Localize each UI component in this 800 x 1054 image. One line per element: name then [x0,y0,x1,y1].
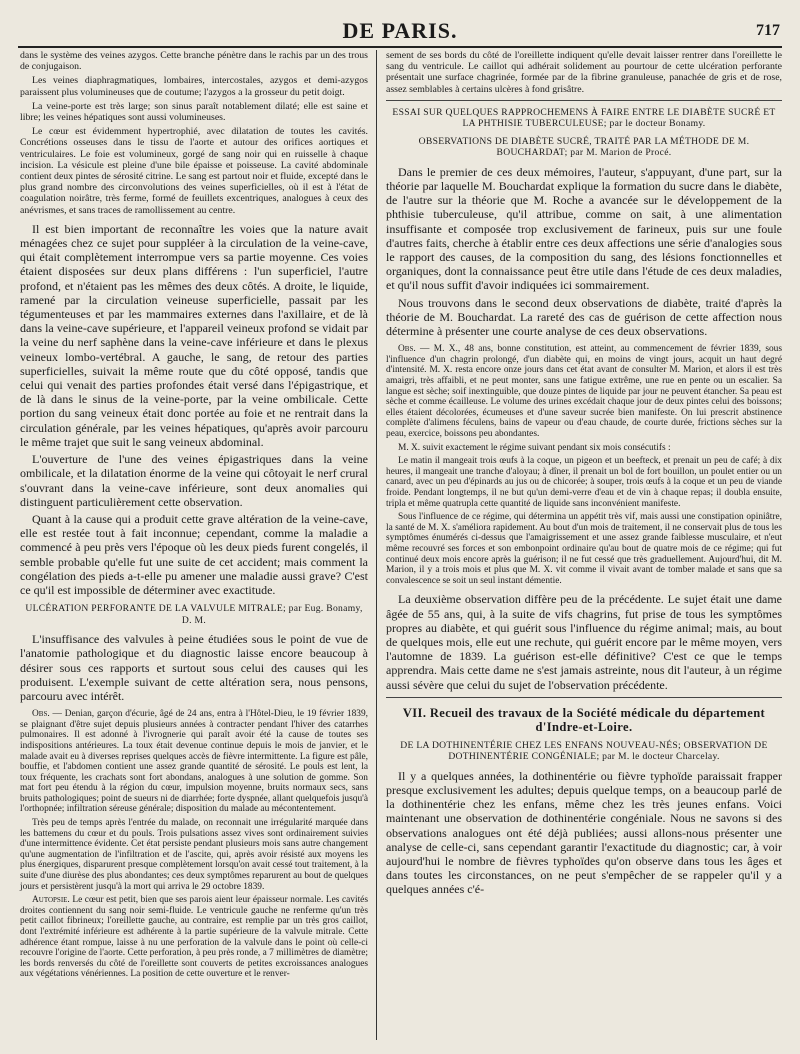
right-column [386,50,782,900]
left-column [20,50,368,983]
paragraph: La veine-porte est très large; son sinus paraît notablement dilaté; elle est saine et libre; les veines hépatiques sont aussi volumineuses. [20,100,368,124]
article-title-text: ESSAI SUR QUELQUES RAPPROCHEMENS À FAIRE ENTRE LE DIABÈTE SUCRÉ ET LA PHTHISIE TUBERCULEUSE; [392,106,776,130]
paragraph: dans le système des veines azygos. Cette branche pénètre dans le rachis par un des trous de conjugaison. [20,50,368,73]
article-title [386,740,782,763]
header-rule [18,46,782,48]
paragraph [20,895,368,980]
paragraph: Nous trouvons dans le second deux observations de diabète, traité d'après la théorie de M. Bouchardat. La rareté des cas de guérison de cette affection nous détermine à présenter une courte analyse de ces deux observations. [386,295,782,339]
paragraph: Très peu de temps après l'entrée du malade, on reconnait une irrégularité marquée dans les battemens du cœur et du pouls. Trois pulsations assez vives sont ordinairement suivies d'une intermittence évidente. Cet état persiste pendant plusieurs mois sans autre changement qu'une augmentation de l'infiltration et de l'ascite, qui, après avoir résisté aux moyens les plus énergiques, disparurent presque complètement lorsqu'on avait cessé tout traitement, à la suite d'une diurèse des plus abondantes; ces deux symptômes reparurent au bout de quelques jours et persistèrent jusqu'à la mort qui arriva le 29 octobre 1839. [20,818,368,892]
obs-label: Obs. [32,709,50,720]
paragraph: Sous l'influence de ce régime, qui détermina un appétit très vif, mais aussi une constipation opiniâtre, la santé de M. X. s'améliora rapidement. Au bout d'un mois de traitement, il ne conservait plus de tous les symptômes énumérés ci-dessus que l'amaigrissement et une assez grande faiblesse musculaire, et n'eut même recouvré ses forces et son embonpoint ordinaire qu'au bout de quatre mois de ce régime; qui fut continué deux mois encore après la guérison; il ne fut cessé que très graduellement. Aujourd'hui, dit M. Marion, il y a trois mois et plus que M. X. vit comme il vivait avant de tomber malade et sans que sa convalescence se soit un seul instant démentie. [386,512,782,586]
obs-text: — M. X., 48 ans, bonne constitution, est atteint, au commencement de février 1839, sous l'influence d'un chagrin prolongé, d'un diabète qui, en moins de vingt jours, acquit un haut degré d'intensité. M. X. resta encore onze jours dans cet état avant de consulter M. Marion, et alors il est très amaigri, très affaibli, et ne peut monter, sans une fatigue extrême, une rue en pente ou un escalier. Sa langue est sèche; soif inextinguible, que douze pintes de liquide par jour ne peuvent étancher. Sa peau est sèche et comme écailleuse. Le volume des urines excédait chaque jour de deux pintes celui des boissons; elles étaient décolorées, écumeuses et d'une saveur sucrée bien manifeste. On lui prescrit abstinence complète d'alimens féculens, bains de vapeur ou d'eau chaude, de courte durée, frictions sèches sur la peau, exercice, boissons peu abondantes. [386,344,783,439]
article-author: par Eug. Bonamy, D. M. [181,603,363,626]
paragraph: Le matin il mangeait trois œufs à la coque, un pigeon et un beefteck, et prenait un peu de café; à dix heures, il mangeait une tranche d'aloyau; à dîner, il prenait un bol de fort bouillon, un poulet entier ou un canard, avec un peu d'épinards au jus ou de chicorée; à souper, trois œufs à la coque et un peu de viande froide. Pendant longtemps, il ne but qu'un demi-verre d'eau et de vin à chaque repas; il doubla ensuite, tripla et même quatrupla cette quantité de liquide sans inconvénient manifeste. [386,456,782,509]
column-divider [376,50,377,1040]
article-title-text: DE LA DOTHINENTÉRIE CHEZ LES ENFANS NOUVEAU-NÉS; OBSERVATION DE DOTHINENTÉRIE CONGÉNIALE; [400,739,768,763]
paragraph: L'insuffisance des valvules à peine étudiées sous le point de vue de l'anatomie pathologique et du diagnostic laisse encore beaucoup à désirer sous ces rapports et surtout sous celui des causes qui les produisent. L'exemple suivant de cette altération sera, nous pensons, parcouru avec intérêt. [20,632,368,703]
obs-text: — Denian, garçon d'écurie, âgé de 24 ans, entra à l'Hôtel-Dieu, le 19 février 1839, se plaignant d'être sujet depuis plusieurs années à contracter pendant l'hiver des catarrhes pulmonaires. Il est adonné à l'ivrognerie qui paraît avoir été la cause de toutes ses indispositions antérieures. La toux était devenue continue depuis le mois de janvier, et le malade avait eu à diverses reprises quelques accès de fièvre intermittente. La figure est pâle, bouffie, et l'abdomen contient une assez grande quantité de sérosité. Le pouls est lent, la toux fréquente, les crachats sont fort abondans, analogues à une solution de gomme. Son mat fort peu étendu à la région du cœur, impulsion moyenne, bruits normaux secs, sans bruits pathologiques; point de sueurs ni de diarrhée; forte dyspnée, allant quelquefois jusqu'à l'orthopnée; infiltration séreuse générale; disposition du malade au mécontentement. [20,709,368,815]
paragraph [20,709,368,815]
autopsie-text: Le cœur est petit, bien que ses parois aient leur épaisseur normale. Les cavités droites contiennent du sang noir semi-fluide. Le ventricule gauche ne renferme qu'un très petit caillot fibrineux; l'oreillette gauche, au contraire, est remplie par un très gros caillot, dont l'extrémité inférieure est adhérente à la partie supérieure de la valvule mitrale. Cette adhérence étant rompue, laisse à nu une perforation de la valvule dans le point où celle-ci recouvre l'origine de l'aorte. Cette perforation, à peu près ronde, a 7 millimètres de diamètre; les bords renversés du côté de l'oreillette sont couverts de petites excroissances analogues aux végétations vénériennes. La position de cette ouverture et le renver- [20,895,368,980]
article-author: par le docteur Bonamy. [609,118,706,130]
running-title: DE PARIS. [342,18,458,43]
article-author: par M. le docteur Charcelay. [602,751,720,763]
article-title-text: ULCÉRATION PERFORANTE DE LA VALVULE MITRALE; [25,603,286,615]
paragraph: Quant à la cause qui a produit cette grave altération de la veine-cave, elle est restée tout à fait inconnue; cependant, comme la maladie a commencé à peu près vers l'époque où les deux pieds furent congelés, il semble probable qu'elle fut une suite de cet accident; mais comment la congélation des pieds a-t-elle pu amener une maladie aussi grave? C'est ce qu'il est impossible de déterminer avec exactitude. [20,511,368,597]
article-title [386,136,782,159]
article-title-text: OBSERVATIONS DE DIABÈTE SUCRÉ, TRAITÉ PAR LA MÉTHODE DE M. BOUCHARDAT; [418,135,750,159]
section-title: VII. Recueil des travaux de la Société médicale du département d'Indre-et-Loire. [402,705,766,734]
obs-label: Obs. [398,344,416,355]
page-number: 717 [756,22,780,39]
separator [386,100,782,101]
paragraph: Les veines diaphragmatiques, lombaires, intercostales, azygos et demi-azygos paraissent plus volumineuses que de coutume; l'azygos a la grosseur du petit doigt. [20,75,368,98]
paragraph: Dans le premier de ces deux mémoires, l'auteur, s'appuyant, d'une part, sur la théorie par laquelle M. Bouchardat explique la formation du sucre dans le diabète, de l'autre sur la théorie que M. Roche a avancée sur le développement de la phthisie tuberculeuse, qu'il attribue, comme on sait, à une alimentation insuffisante et composée trop exclusivement de farineux, puis sur une foule d'autres faits, cherche à établir entre ces deux affections une série d'analogies sous le rapport des causes, de la composition du sang, des lésions fonctionnelles et organiques, dont la connaissance peut être utile dans l'étude de ces deux maladies, et qu'il nous suffit d'avoir indiquées ici sommairement. [386,164,782,293]
article-author: par M. Marion de Procé. [570,147,672,159]
paragraph: Il est bien important de reconnaître les voies que la nature avait ménagées chez ce sujet pour suppléer à la circulation de la veine-cave, qui était complètement interrompue vers sa partie moyenne. Ces voies étaient disposées sur deux plans différens : l'un superficiel, l'autre profond, et n'étaient pas les mêmes des deux côtés. A droite, le liquide, ramené par la circulation veineuse superficielle, passait par les tégumenteuses et par les mammaires externes dans l'axillaire, et de là dans la veine-cave supérieure, et l'appareil veineux profond se vidait par la veine du nerf saphène dans la veine-cave inférieure et dans le plexus veineux lombo-vertébral. A gauche, le sang, de retour des parties superficielles, suivait la même route que du côté opposé, tandis que celui qui venait des parties profondes était versé dans l'épigastrique, et de là dans le sinus de la veine-porte, par la veine ombilicale. Cette portion du sang veineux était donc portée au foie et ne rentrait dans la circulation générale, par les veines hépatiques, qu'après avoir parcouru le même trajet que suit le sang veineux abdominal. [20,221,368,449]
paragraph [386,344,782,439]
page-header [20,18,780,44]
paragraph: La deuxième observation diffère peu de la précédente. Le sujet était une dame âgée de 55 ans, qui, à la suite de vifs chagrins, fut prise de tous les symptômes propres au diabète, et qui guérit sous l'influence du régime animal; mais, au bout de quelques mois, elle eut une rechute, qui guérit encore par le même moyen, vers l'automne de 1839. La guérison est-elle définitive? C'est ce que le temps apprendra. Mais cette dame ne s'est jamais astreinte, nous dit l'auteur, à un régime aussi sévère que celui du sujet de l'observation précédente. [386,592,782,692]
paragraph: M. X. suivit exactement le régime suivant pendant six mois consécutifs : [398,442,671,453]
paragraph: L'ouverture de l'une des veines épigastriques dans la veine ombilicale, et la dilatation énorme de la veine qui côtoyait le nerf crural s'ouvrant dans la veine-cave inférieure, sont deux anomalies qui distinguent particulièrement cette observation. [20,452,368,509]
paragraph: Il y a quelques années, la dothinentérie ou fièvre typhoïde paraissait frapper presque exclusivement les adultes; depuis quelque temps, on a beaucoup parlé de la dothinentérie chez les enfans, même chez les très jeunes enfans. Voici maintenant une observation de dothinentérie congéniale. Nous ne savons si des observations analogues ont été déjà publiées; aussi allons-nous présenter une analyse de celle-ci, sans cependant garantir l'exactitude du diagnostic; car, à voir aujourd'hui le nombre de fièvres typhoïdes qu'on observe dans tous les âges et dans toutes les circonstances, on ne peut s'empêcher de se rappeler qu'il y a quelques années c'é- [386,768,782,897]
paragraph: Le cœur est évidemment hypertrophié, avec dilatation de toutes les cavités. Concrétions osseuses dans le tissu de l'aorte et autour des orifices aortiques et ventriculaires. Le foie est volumineux, gorgé de sang noir qui en ruisselle à chaque incision. La vésicule est pleine d'une bile épaisse et poisseuse. La cavité abdominale contient deux pintes de sérosité citrine. Le sang est partout noir et fluide, excepté dans le plus grand nombre des circonvolutions des veines superficielles, où il est à l'état de coagulation noirâtre, très ferme, formé de feuillets excentriques, analogues à ceux des anévrismes, et sans traces de ramollissement au centre. [20,126,368,216]
article-title [20,603,368,626]
article-title [386,107,782,130]
separator [386,697,782,698]
paragraph: sement de ses bords du côté de l'oreillette indiquent qu'elle devait laisser rentrer dans l'oreillette le sang du ventricule. Le caillot qui adhérait solidement au pourtour de cette ulcération perforante présentait une surface chagrinée, formée par de la fibrine granuleuse, panachée de gris et de rose, assez semblables à certains ulcères à fond grisâtre. [386,50,782,95]
autopsie-label: Autopsie. [32,895,70,906]
